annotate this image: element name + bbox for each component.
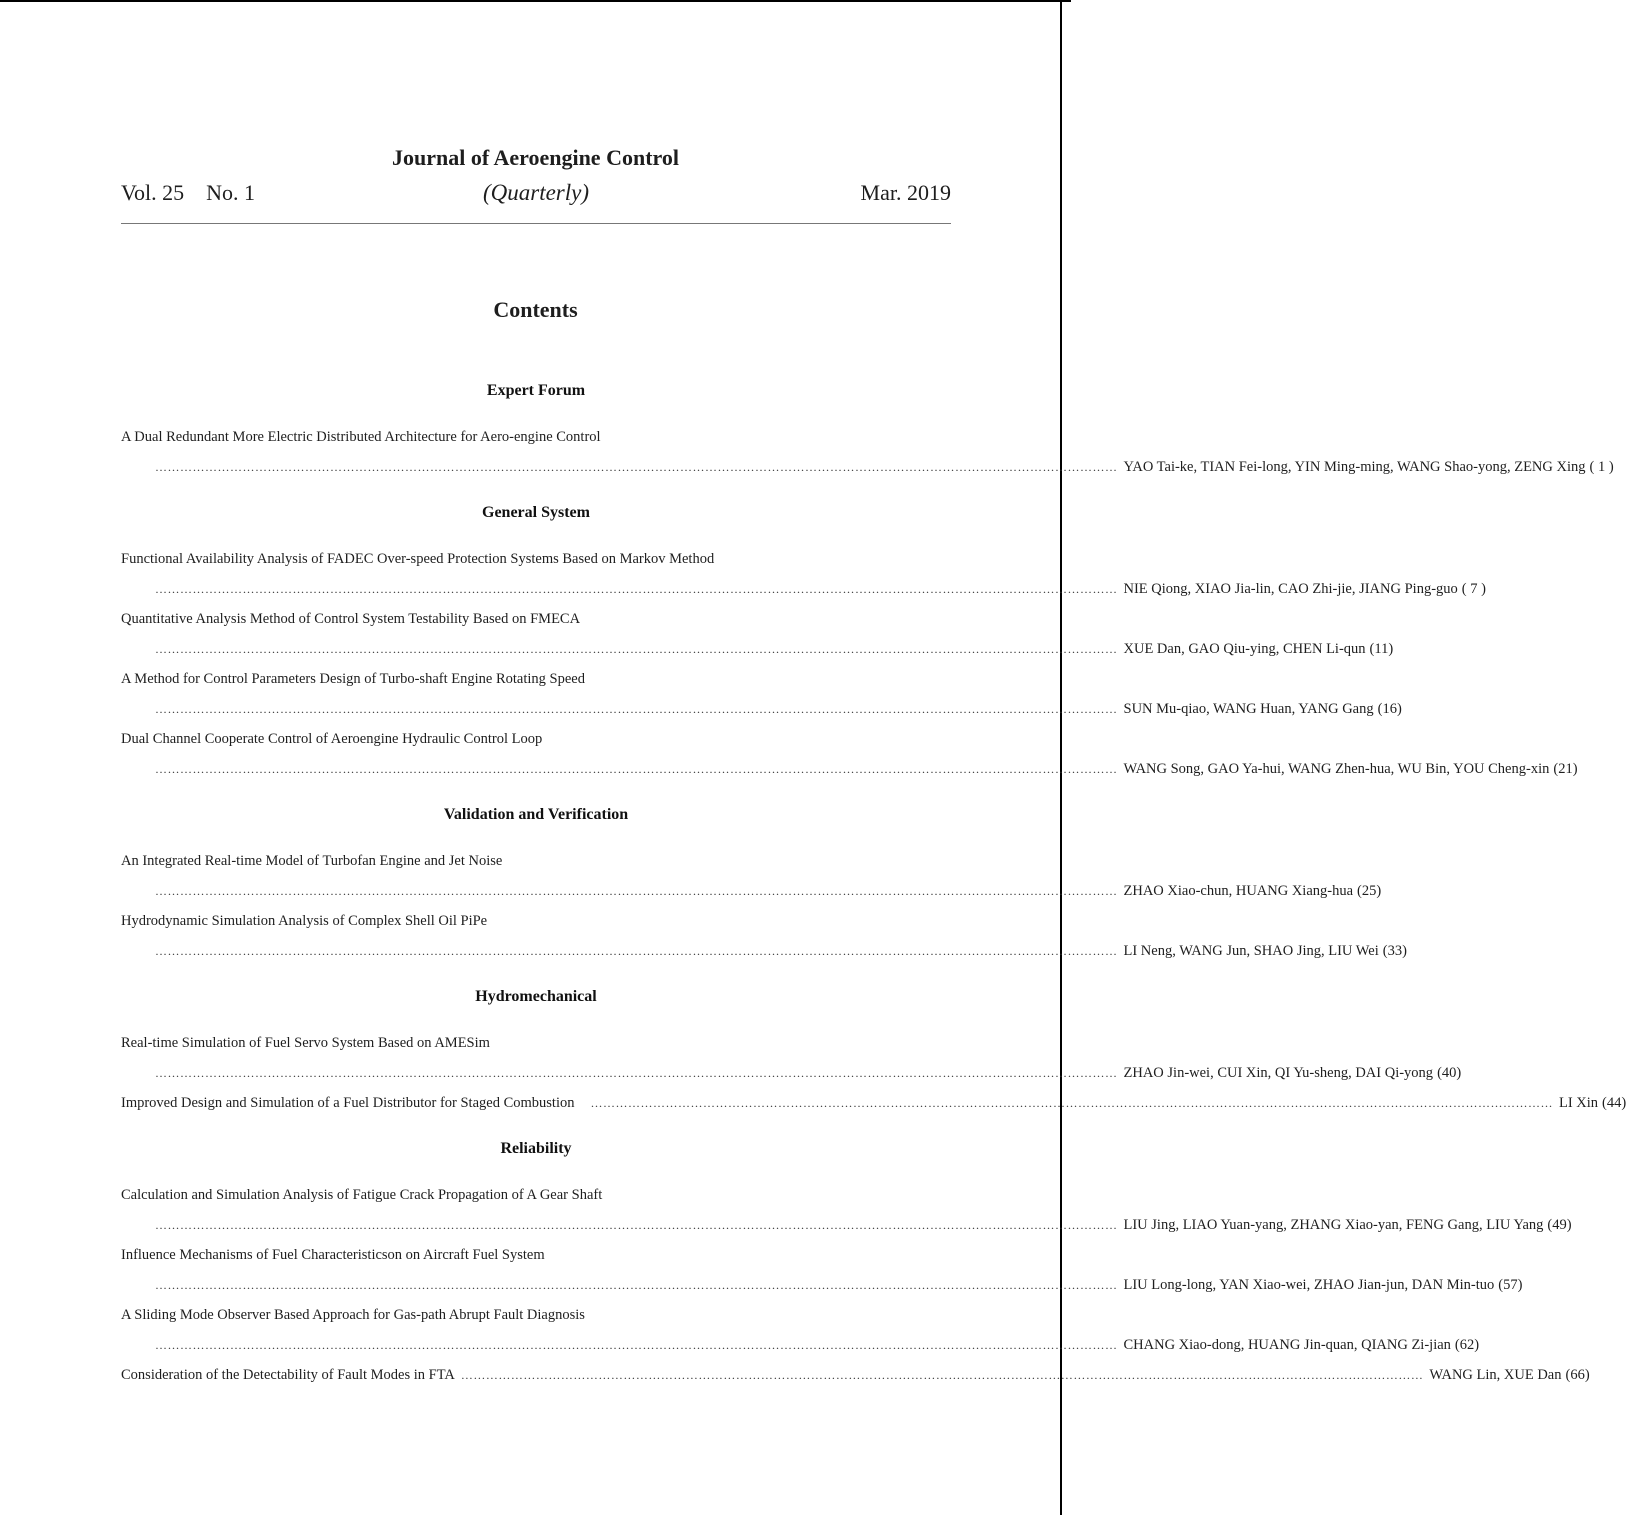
section-heading: General System bbox=[482, 504, 590, 521]
entry-page: (40) bbox=[1437, 1065, 1462, 1081]
section-general-system bbox=[121, 498, 1578, 784]
dot-leader: …………………………………………………………………………………………………………………………………………………………………………………………………………… bbox=[155, 1338, 1118, 1352]
toc-entry[interactable] bbox=[121, 1360, 1590, 1390]
section-hydromechanical bbox=[121, 982, 1626, 1118]
issue-date: Mar. 2019 bbox=[860, 180, 951, 205]
entry-title: Consideration of the Detectability of Fault Modes in FTA bbox=[121, 1367, 455, 1383]
section-reliability bbox=[121, 1134, 1590, 1390]
entry-title: An Integrated Real-time Model of Turbofan Engine and Jet Noise bbox=[121, 853, 503, 869]
entry-page: (57) bbox=[1498, 1277, 1523, 1293]
toc-entry[interactable] bbox=[121, 1088, 1626, 1118]
dot-leader: …………………………………………………………………………………………………………………………………………………………………………………………………………… bbox=[155, 1278, 1118, 1292]
frequency: (Quarterly) bbox=[482, 180, 590, 205]
entry-authors: LI Xin bbox=[1558, 1095, 1599, 1111]
entry-authors: NIE Qiong, XIAO Jia-lin, CAO Zhi-jie, JIANG Ping-guo bbox=[1123, 581, 1458, 597]
dot-leader: …………………………………………………………………………………………………………………………………………………………………………………………………………… bbox=[155, 582, 1118, 596]
journal-title: Journal of Aeroengine Control bbox=[391, 145, 680, 170]
section-expert-forum bbox=[121, 376, 1614, 482]
entry-authors: CHANG Xiao-dong, HUANG Jin-quan, QIANG Zi-jian bbox=[1123, 1337, 1451, 1353]
entry-page: ( 7 ) bbox=[1461, 581, 1486, 597]
dot-leader: …………………………………………………………………………………………………………………………………………………………………………………………………………… bbox=[155, 702, 1118, 716]
toc-entry[interactable] bbox=[121, 1240, 1523, 1300]
page-border-top bbox=[0, 0, 1071, 2]
entry-authors: LIU Long-long, YAN Xiao-wei, ZHAO Jian-jun, DAN Min-tuo bbox=[1123, 1277, 1495, 1293]
entry-page: (44) bbox=[1602, 1095, 1626, 1111]
dot-leader: …………………………………………………………………………………………………………………………………………………………………………………………………………… bbox=[155, 884, 1118, 898]
toc-entry[interactable] bbox=[121, 846, 1382, 906]
entry-title: Improved Design and Simulation of a Fuel Distributor for Staged Combustion bbox=[121, 1095, 575, 1111]
entry-line bbox=[121, 1210, 1572, 1240]
entry-line bbox=[121, 754, 1578, 784]
toc-entry[interactable] bbox=[121, 1180, 1572, 1240]
entry-page: (62) bbox=[1454, 1337, 1480, 1353]
entry-page: (49) bbox=[1547, 1217, 1572, 1233]
entry-title: Real-time Simulation of Fuel Servo System Based on AMESim bbox=[121, 1035, 490, 1051]
section-validation-verification bbox=[121, 800, 1407, 966]
entry-line bbox=[121, 574, 1486, 604]
entry-title: A Dual Redundant More Electric Distributed Architecture for Aero-engine Control bbox=[121, 429, 601, 445]
toc-entry[interactable] bbox=[121, 1300, 1480, 1360]
toc-entry[interactable] bbox=[121, 544, 1486, 604]
entry-authors: ZHAO Jin-wei, CUI Xin, QI Yu-sheng, DAI Qi-yong bbox=[1123, 1065, 1434, 1081]
entry-page: (33) bbox=[1382, 943, 1407, 959]
entry-title: Functional Availability Analysis of FADEC Over-speed Protection Systems Based on Markov Method bbox=[121, 551, 715, 567]
section-heading: Reliability bbox=[500, 1140, 572, 1157]
entry-line bbox=[121, 694, 1402, 724]
dot-leader: …………………………………………………………………………………………………………………………………………………………………………………………………………… bbox=[155, 642, 1118, 656]
entry-line bbox=[121, 1360, 1590, 1390]
table-of-contents bbox=[121, 376, 1626, 1406]
entry-title: Calculation and Simulation Analysis of Fatigue Crack Propagation of A Gear Shaft bbox=[121, 1187, 603, 1203]
entry-page: (25) bbox=[1357, 883, 1382, 899]
entry-line bbox=[121, 1088, 1626, 1118]
entry-line bbox=[121, 876, 1382, 906]
section-heading: Hydromechanical bbox=[475, 988, 597, 1005]
toc-entry[interactable] bbox=[121, 664, 1402, 724]
dot-leader: …………………………………………………………………………………………………………………………………………………………………………………………………………… bbox=[155, 762, 1118, 776]
entry-authors: ZHAO Xiao-chun, HUANG Xiang-hua bbox=[1123, 883, 1354, 899]
dot-leader: …………………………………………………………………………………………………………………………………………………………………………………………………………… bbox=[460, 1368, 1424, 1382]
entry-page: (11) bbox=[1369, 641, 1394, 657]
entry-line bbox=[121, 634, 1394, 664]
entry-authors: XUE Dan, GAO Qiu-ying, CHEN Li-qun bbox=[1123, 641, 1366, 657]
entry-title: Hydrodynamic Simulation Analysis of Complex Shell Oil PiPe bbox=[121, 913, 488, 929]
entry-line bbox=[121, 1270, 1523, 1300]
entry-line bbox=[121, 1058, 1462, 1088]
section-heading: Expert Forum bbox=[486, 382, 586, 399]
entry-authors: WANG Lin, XUE Dan bbox=[1429, 1367, 1562, 1383]
entry-title: A Method for Control Parameters Design of Turbo-shaft Engine Rotating Speed bbox=[121, 671, 585, 687]
toc-entry[interactable] bbox=[121, 1028, 1462, 1088]
toc-entry[interactable] bbox=[121, 724, 1578, 784]
entry-page: (21) bbox=[1553, 761, 1578, 777]
entry-authors: SUN Mu-qiao, WANG Huan, YANG Gang bbox=[1123, 701, 1374, 717]
dot-leader: …………………………………………………………………………………………………………………………………………………………………………………………………………… bbox=[155, 1066, 1118, 1080]
entry-line bbox=[121, 452, 1614, 482]
entry-authors: YAO Tai-ke, TIAN Fei-long, YIN Ming-ming, WANG Shao-yong, ZENG Xing bbox=[1123, 459, 1586, 475]
entry-title: Dual Channel Cooperate Control of Aeroengine Hydraulic Control Loop bbox=[121, 731, 543, 747]
entry-authors: WANG Song, GAO Ya-hui, WANG Zhen-hua, WU Bin, YOU Cheng-xin bbox=[1123, 761, 1550, 777]
issue-number: No. 1 bbox=[206, 180, 256, 205]
volume: Vol. 25 bbox=[121, 180, 185, 205]
entry-page: ( 1 ) bbox=[1589, 459, 1614, 475]
entry-line bbox=[121, 1330, 1480, 1360]
toc-entry[interactable] bbox=[121, 906, 1407, 966]
entry-authors: LIU Jing, LIAO Yuan-yang, ZHANG Xiao-yan, FENG Gang, LIU Yang bbox=[1123, 1217, 1544, 1233]
entry-page: (66) bbox=[1565, 1367, 1590, 1383]
dot-leader: …………………………………………………………………………………………………………………………………………………………………………………………………………… bbox=[590, 1096, 1553, 1110]
issue-info-row bbox=[121, 177, 951, 209]
entry-authors: LI Neng, WANG Jun, SHAO Jing, LIU Wei bbox=[1123, 943, 1379, 959]
header-rule bbox=[121, 223, 951, 224]
entry-page: (16) bbox=[1377, 701, 1402, 717]
contents-title: Contents bbox=[493, 297, 578, 322]
entry-line bbox=[121, 936, 1407, 966]
entry-title: A Sliding Mode Observer Based Approach for Gas-path Abrupt Fault Diagnosis bbox=[121, 1307, 585, 1323]
dot-leader: …………………………………………………………………………………………………………………………………………………………………………………………………………… bbox=[155, 460, 1118, 474]
section-heading: Validation and Verification bbox=[443, 806, 629, 823]
toc-entry[interactable] bbox=[121, 604, 1394, 664]
dot-leader: …………………………………………………………………………………………………………………………………………………………………………………………………………… bbox=[155, 1218, 1118, 1232]
dot-leader: …………………………………………………………………………………………………………………………………………………………………………………………………………… bbox=[155, 944, 1118, 958]
entry-title: Quantitative Analysis Method of Control System Testability Based on FMECA bbox=[121, 611, 581, 627]
entry-title: Influence Mechanisms of Fuel Characteristicson on Aircraft Fuel System bbox=[121, 1247, 545, 1263]
toc-entry[interactable] bbox=[121, 422, 1614, 482]
